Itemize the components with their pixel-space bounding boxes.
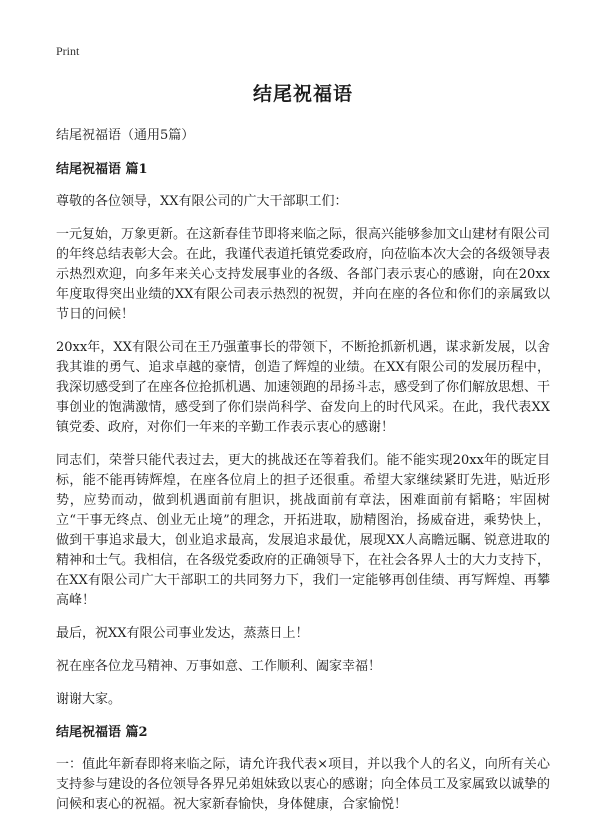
paragraph: 最后，祝XX有限公司事业发达，蒸蒸日上！ [56,626,309,641]
section-heading: 结尾祝福语 篇1 [56,162,148,177]
section-heading: 结尾祝福语 篇2 [56,725,148,740]
paragraph: 一元复始，万象更新。在这新春佳节即将来临之际，很高兴能够参加文山建材有限公司的年终总结表彰大会。在此，我谨代表道托镇党委政府，向莅临本次大会的各级领导表示热烈欢迎，向多年来关心支持发展事业的各级、各部门表示衷心的感谢，向在20xx年度取得突出业绩的XX有限公司表示热烈的祝贺，并向在座的各位和你们的亲属致以节日的问候！ [56,227,551,322]
paragraph: 20xx年，XX有限公司在王乃强董事长的带领下，不断抢抓新机遇，谋求新发展，以舍我其谁的勇气、追求卓越的豪情，创造了辉煌的业绩。在XX有限公司的发展历程中，我深切感受到了在座各位抢抓机遇、加速领跑的昂扬斗志，感受到了你们解放思想、干事创业的饱满激情，感受到了你们崇尚科学、奋发向上的时代风采。在此，我代表XX镇党委、政府，对你们一年来的辛勤工作表示衷心的感谢！ [56,340,551,435]
paragraph: 尊敬的各位领导，XX有限公司的广大干部职工们： [56,194,348,209]
paragraph: 一：值此年新春即将来临之际，请允许我代表×项目，并以我个人的名义，向所有关心支持参与建设的各位领导各界兄弟姐妹致以衷心的感谢；向全体员工及家属致以诚挚的问候和衷心的祝福。祝大家新春愉快，身体健康，合家愉悦！ [56,757,551,812]
print-link[interactable]: Print [56,44,80,58]
section-1 [56,160,550,710]
section-2 [56,723,550,815]
page-title: 结尾祝福语 [252,83,353,105]
paragraph: 祝在座各位龙马精神、万事如意、工作顺利、阖家幸福！ [56,659,382,674]
paragraph: 谢谢大家。 [56,692,122,707]
paragraph: 同志们，荣誉只能代表过去，更大的挑战还在等着我们。能不能实现20xx年的既定目标，能不能再铸辉煌，在座各位肩上的担子还很重。希望大家继续紧盯先进，贴近形势，应势而动，做到机遇面前有胆识，挑战面前有章法，困难面前有韬略；牢固树立“干事无终点、创业无止境”的理念，开拓进取，励精图治，扬威奋进，乘势快上，做到干事追求最大，创业追求最高，发展追求最优，展现XX人高瞻远瞩、锐意进取的精神和士气。我相信，在各级党委政府的正确领导下，在社会各界人士的大力支持下，在XX有限公司广大干部职工的共同努力下，我们一定能够再创佳绩、再写辉煌、再攀高峰！ [56,453,551,608]
document-subtitle: 结尾祝福语（通用5篇） [56,128,195,143]
